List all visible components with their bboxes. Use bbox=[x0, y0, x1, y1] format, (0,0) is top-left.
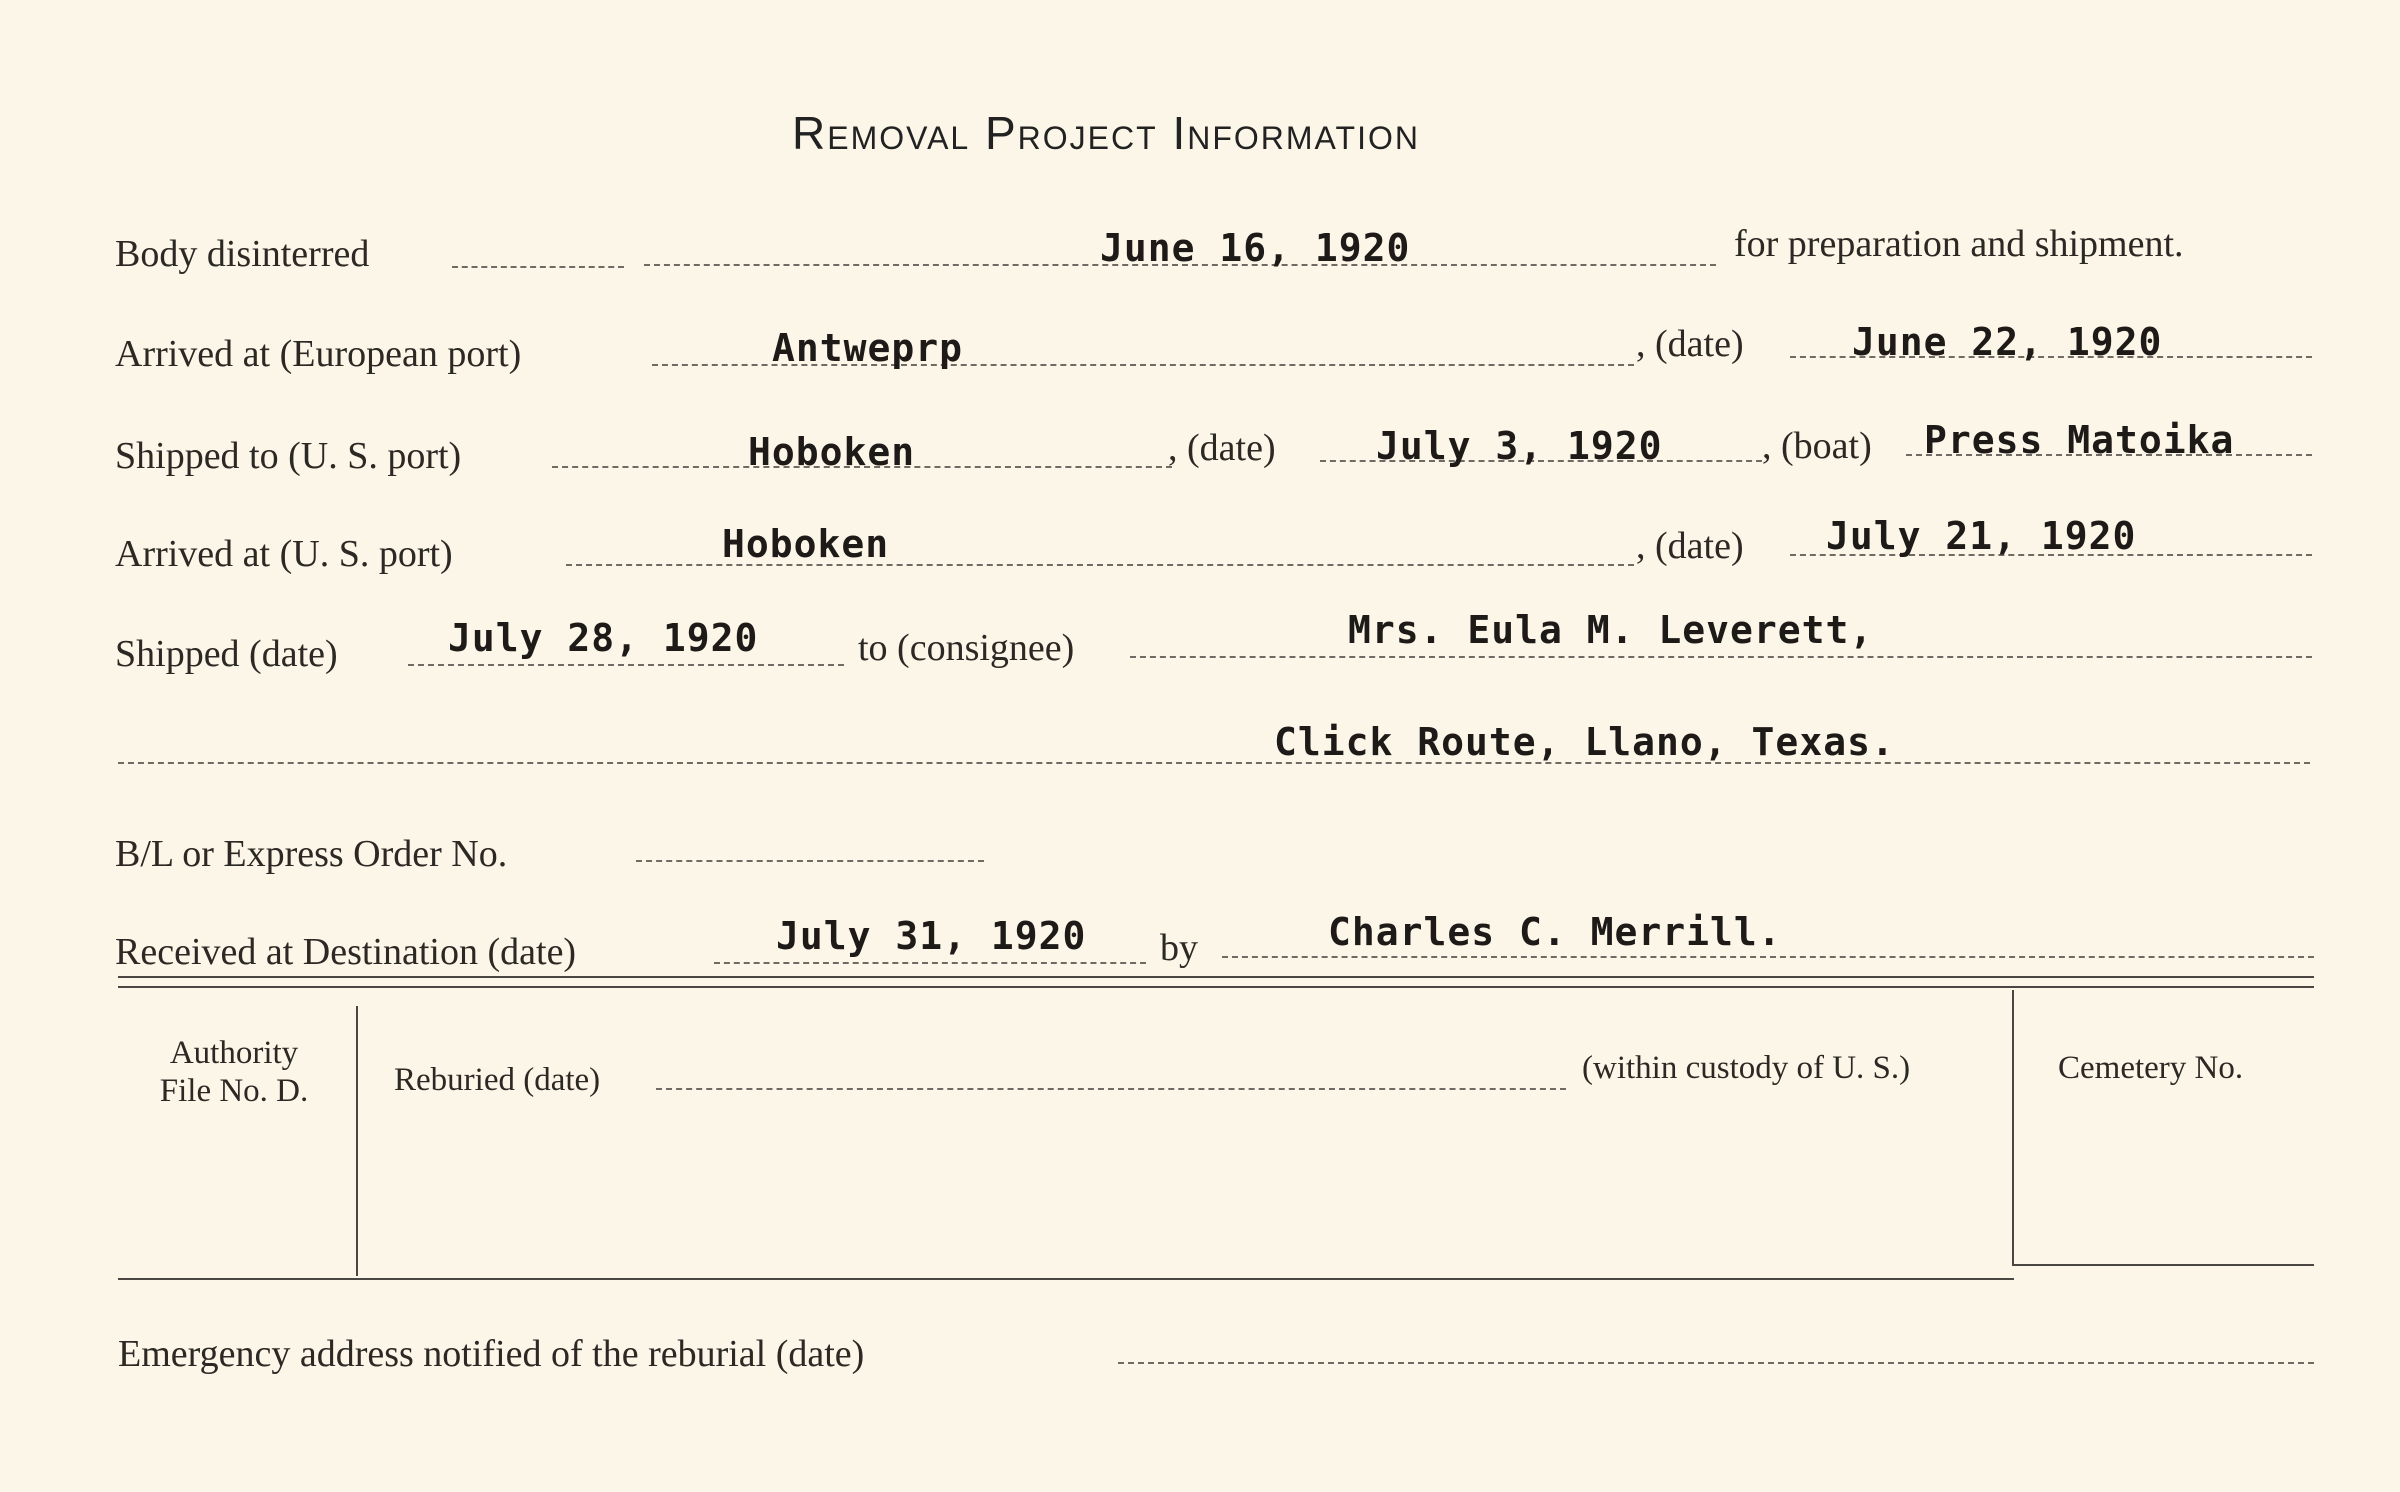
shipped-us-date-label: , (date) bbox=[1168, 427, 1276, 469]
arrived-european-date: June 22, 1920 bbox=[1852, 320, 2163, 364]
box-bottom-rule-left bbox=[118, 1278, 2014, 1280]
arrived-european-date-label: , (date) bbox=[1636, 323, 1744, 365]
arrived-european-label: Arrived at (European port) bbox=[115, 333, 522, 375]
arrived-us-label: Arrived at (U. S. port) bbox=[115, 533, 453, 575]
body-disinterred-date: June 16, 1920 bbox=[1100, 226, 1411, 270]
address-line bbox=[118, 762, 2310, 764]
custody-label: (within custody of U. S.) bbox=[1582, 1050, 1911, 1086]
consignee-line bbox=[1130, 656, 2312, 658]
received-date-line bbox=[714, 962, 1146, 964]
page-title: Removal Project Information bbox=[792, 107, 1420, 159]
arrived-european-port: Antweprp bbox=[772, 326, 964, 370]
consignee-label: to (consignee) bbox=[858, 627, 1075, 669]
bl-order-label: B/L or Express Order No. bbox=[115, 833, 508, 875]
arrived-us-date-label: , (date) bbox=[1636, 525, 1744, 567]
cemetery-number-label: Cemetery No. bbox=[2058, 1050, 2244, 1086]
box-top-rule-2 bbox=[118, 986, 2314, 988]
reburied-label: Reburied (date) bbox=[394, 1062, 601, 1098]
shipped-us-label: Shipped to (U. S. port) bbox=[115, 435, 462, 477]
consignee-address: Click Route, Llano, Texas. bbox=[1274, 720, 1895, 764]
authority-label bbox=[132, 1034, 336, 1110]
body-disinterred-line-a bbox=[452, 266, 624, 268]
box-bottom-rule-right bbox=[2014, 1264, 2314, 1266]
arrived-us-date: July 21, 1920 bbox=[1826, 514, 2137, 558]
received-by-label: by bbox=[1160, 927, 1198, 969]
shipped-date-value: July 28, 1920 bbox=[448, 616, 759, 660]
shipped-date-line bbox=[408, 664, 844, 666]
box-divider-left bbox=[356, 1006, 358, 1276]
body-disinterred-label: Body disinterred bbox=[115, 233, 370, 275]
shipped-us-boat: Press Matoika bbox=[1924, 418, 2235, 462]
authority-label-line-2: File No. D. bbox=[159, 1073, 309, 1109]
authority-label-line-1: Authority bbox=[169, 1035, 299, 1071]
emergency-line bbox=[1118, 1362, 2314, 1364]
consignee-name: Mrs. Eula M. Leverett, bbox=[1348, 608, 1874, 652]
reburied-line bbox=[656, 1088, 1566, 1090]
received-label: Received at Destination (date) bbox=[115, 931, 577, 973]
received-by: Charles C. Merrill. bbox=[1328, 910, 1782, 954]
arrived-us-port: Hoboken bbox=[722, 522, 890, 566]
emergency-label: Emergency address notified of the reburial (date) bbox=[118, 1333, 865, 1375]
bl-order-line bbox=[636, 860, 984, 862]
box-divider-right bbox=[2012, 990, 2014, 1266]
shipped-date-label: Shipped (date) bbox=[115, 633, 338, 675]
received-date: July 31, 1920 bbox=[776, 914, 1087, 958]
shipped-us-date: July 3, 1920 bbox=[1376, 424, 1663, 468]
body-disinterred-suffix: for preparation and shipment. bbox=[1734, 223, 2184, 265]
received-by-line bbox=[1222, 956, 2314, 958]
shipped-us-boat-label: , (boat) bbox=[1762, 425, 1872, 467]
box-top-rule-1 bbox=[118, 976, 2314, 978]
shipped-us-port: Hoboken bbox=[748, 430, 916, 474]
